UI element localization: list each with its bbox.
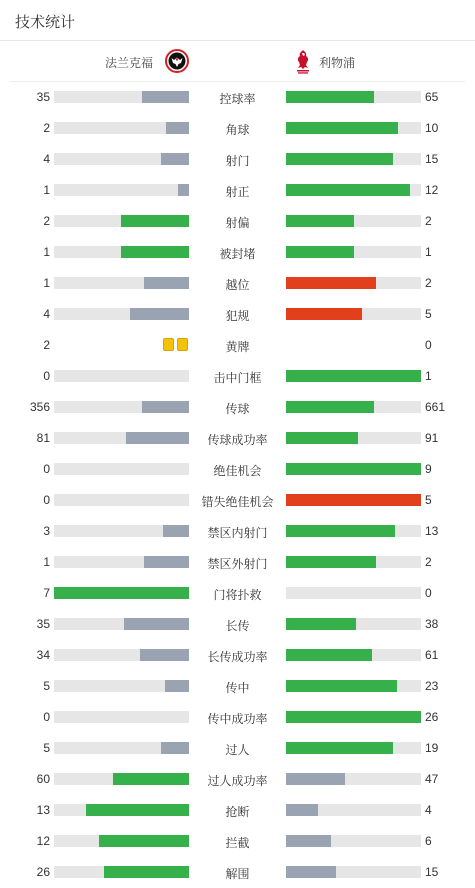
away-stat-value: 65 [425, 90, 439, 104]
home-stat-value: 34 [36, 648, 50, 662]
away-stat-bar-fill [286, 525, 395, 537]
away-stat-bar [286, 308, 421, 320]
stat-label: 长传 [225, 619, 250, 633]
stat-row [0, 857, 475, 888]
home-stat-bar-fill [161, 742, 189, 754]
away-stat-bar-fill [286, 308, 362, 320]
away-stat-bar-fill [286, 91, 374, 103]
away-stat-value: 9 [425, 462, 432, 476]
home-stat-value: 2 [43, 338, 50, 352]
home-stat-value: 35 [36, 617, 50, 631]
away-stat-bar-fill [286, 153, 393, 165]
away-stat-bar [286, 587, 421, 599]
home-stat-value: 1 [43, 183, 50, 197]
away-stat-bar [286, 835, 421, 847]
away-stat-value: 15 [425, 152, 439, 166]
home-stat-bar [54, 153, 189, 165]
home-stat-value: 13 [36, 803, 50, 817]
stat-label: 过人成功率 [207, 774, 268, 788]
away-stat-bar [286, 91, 421, 103]
away-stat-bar-fill [286, 618, 356, 630]
home-stat-value: 7 [43, 586, 50, 600]
away-stat-bar-fill [286, 370, 421, 382]
home-stat-value: 1 [43, 555, 50, 569]
stats-list [0, 82, 475, 888]
home-stat-value: 35 [36, 90, 50, 104]
away-stat-value: 4 [425, 803, 432, 817]
away-stat-bar [286, 432, 421, 444]
stat-row [0, 144, 475, 175]
home-stat-bar-fill [166, 122, 189, 134]
away-stat-bar [286, 246, 421, 258]
home-stat-value: 4 [43, 152, 50, 166]
stat-row [0, 268, 475, 299]
away-stat-value: 23 [425, 679, 439, 693]
stat-row [0, 733, 475, 764]
stat-row [0, 423, 475, 454]
home-stat-bar [54, 742, 189, 754]
home-stat-bar [54, 804, 189, 816]
away-stat-value: 1 [425, 369, 432, 383]
home-stat-bar-fill [144, 277, 189, 289]
home-stat-bar [54, 835, 189, 847]
home-stat-bar [54, 525, 189, 537]
home-stat-bar [54, 711, 189, 723]
away-stat-bar-fill [286, 742, 393, 754]
away-stat-value: 2 [425, 276, 432, 290]
home-stat-bar [54, 91, 189, 103]
stat-label: 绝佳机会 [213, 464, 262, 478]
stat-row [0, 175, 475, 206]
away-stat-value: 6 [425, 834, 432, 848]
stat-row [0, 671, 475, 702]
away-stat-value: 1 [425, 245, 432, 259]
home-stat-bar-fill [161, 153, 189, 165]
stat-row [0, 826, 475, 857]
stat-row [0, 702, 475, 733]
home-stat-bar [54, 866, 189, 878]
home-stat-value: 5 [43, 741, 50, 755]
away-stat-bar [286, 401, 421, 413]
home-stat-bar-fill [140, 649, 189, 661]
stat-label: 错失绝佳机会 [201, 495, 274, 509]
home-stat-bar [54, 587, 189, 599]
away-stat-bar-fill [286, 773, 345, 785]
stat-label: 犯规 [225, 309, 250, 323]
away-stat-value: 0 [425, 338, 432, 352]
away-stat-bar-fill [286, 711, 421, 723]
stat-row [0, 299, 475, 330]
stat-row [0, 516, 475, 547]
away-stat-bar-fill [286, 184, 410, 196]
away-stat-bar-fill [286, 246, 354, 258]
home-stat-bar [54, 556, 189, 568]
away-stat-bar-fill [286, 804, 318, 816]
away-stat-bar [286, 215, 421, 227]
home-stat-bar-fill [104, 866, 189, 878]
home-stat-value: 4 [43, 307, 50, 321]
stats-header [0, 0, 475, 41]
home-stat-value: 1 [43, 276, 50, 290]
home-stat-bar-fill [86, 804, 189, 816]
stat-row [0, 330, 475, 361]
home-stat-bar [54, 680, 189, 692]
away-stat-bar-fill [286, 835, 331, 847]
away-stat-bar [286, 680, 421, 692]
home-stat-bar [54, 370, 189, 382]
away-stat-bar [286, 742, 421, 754]
home-stat-value: 60 [36, 772, 50, 786]
stat-label: 角球 [225, 123, 250, 137]
stat-row [0, 361, 475, 392]
away-stat-value: 26 [425, 710, 439, 724]
away-stat-value: 10 [425, 121, 439, 135]
away-stat-value: 38 [425, 617, 439, 631]
stat-label: 传中 [225, 681, 250, 695]
stat-label: 黄牌 [225, 340, 250, 354]
stat-label: 禁区内射门 [207, 526, 268, 540]
home-stat-bar-fill [163, 525, 189, 537]
home-stat-bar [54, 246, 189, 258]
home-team-name[interactable]: 法兰克福 [104, 56, 153, 70]
stat-label: 传球 [225, 402, 250, 416]
home-stat-value: 2 [43, 214, 50, 228]
home-stat-bar-fill [124, 618, 189, 630]
away-stat-bar [286, 804, 421, 816]
stat-label: 击中门框 [213, 371, 262, 385]
away-stat-bar [286, 277, 421, 289]
liverpool-liverbird-icon[interactable] [294, 49, 312, 75]
yellow-card-icon [177, 338, 188, 351]
home-stat-value: 3 [43, 524, 50, 538]
home-stat-bar-fill [113, 773, 189, 785]
away-stat-bar [286, 184, 421, 196]
stat-label: 禁区外射门 [207, 557, 268, 571]
away-stat-value: 2 [425, 555, 432, 569]
away-stat-bar-fill [286, 122, 398, 134]
stat-row [0, 392, 475, 423]
away-stat-bar-fill [286, 494, 421, 506]
home-stat-bar-fill [99, 835, 189, 847]
away-stat-value: 661 [425, 400, 446, 414]
home-stat-bar [54, 122, 189, 134]
away-stat-bar [286, 370, 421, 382]
stat-label: 长传成功率 [207, 650, 268, 664]
home-stat-bar-fill [54, 587, 189, 599]
away-stat-bar [286, 618, 421, 630]
home-stat-value: 12 [36, 834, 50, 848]
home-stat-bar-fill [144, 556, 189, 568]
home-stat-value: 356 [29, 400, 50, 414]
stat-label: 传球成功率 [207, 433, 268, 447]
away-stat-bar [286, 649, 421, 661]
away-stat-bar [286, 711, 421, 723]
home-stat-bar [54, 618, 189, 630]
away-stat-bar [286, 866, 421, 878]
away-stat-bar-fill [286, 277, 376, 289]
home-stat-bar-fill [126, 432, 189, 444]
home-stat-value: 2 [43, 121, 50, 135]
page-title: 技术统计 [15, 14, 76, 31]
away-stat-value: 15 [425, 865, 439, 879]
stat-label: 拦截 [225, 836, 250, 850]
stat-label: 过人 [225, 743, 250, 757]
home-stat-bar [54, 401, 189, 413]
stat-row [0, 764, 475, 795]
stat-label: 被封堵 [219, 247, 256, 261]
stat-row [0, 795, 475, 826]
stat-label: 解围 [225, 867, 250, 881]
home-stat-bar [54, 494, 189, 506]
away-stat-value: 0 [425, 586, 432, 600]
away-stat-value: 91 [425, 431, 439, 445]
yellow-card-icon [163, 338, 174, 351]
away-stat-value: 12 [425, 183, 439, 197]
away-stat-bar [286, 463, 421, 475]
away-stat-bar-fill [286, 866, 336, 878]
stat-label: 越位 [225, 278, 250, 292]
away-stat-bar [286, 122, 421, 134]
stat-row [0, 547, 475, 578]
stat-row [0, 578, 475, 609]
home-stat-bar-fill [121, 215, 189, 227]
away-team-name[interactable]: 利物浦 [319, 56, 356, 70]
stat-label: 传中成功率 [207, 712, 268, 726]
away-stat-bar [286, 773, 421, 785]
stat-label: 门将扑救 [213, 588, 262, 602]
away-stat-bar-fill [286, 463, 421, 475]
away-stat-bar-fill [286, 215, 354, 227]
home-stat-bar [54, 308, 189, 320]
home-stat-bar-fill [142, 401, 189, 413]
teams-header [10, 41, 465, 82]
stat-row [0, 609, 475, 640]
stat-label: 射偏 [225, 216, 250, 230]
home-stat-bar [54, 184, 189, 196]
away-stat-bar-fill [286, 401, 374, 413]
away-stat-value: 2 [425, 214, 432, 228]
stat-label: 射正 [225, 185, 250, 199]
away-stat-value: 13 [425, 524, 439, 538]
away-stat-bar-fill [286, 649, 372, 661]
home-yellow-cards [163, 338, 191, 356]
stat-row [0, 485, 475, 516]
away-stat-value: 19 [425, 741, 439, 755]
away-stat-value: 47 [425, 772, 439, 786]
home-stat-bar [54, 432, 189, 444]
home-stat-value: 26 [36, 865, 50, 879]
stat-row [0, 640, 475, 671]
away-stat-bar [286, 525, 421, 537]
home-stat-value: 0 [43, 462, 50, 476]
home-stat-value: 5 [43, 679, 50, 693]
eintracht-frankfurt-eagle-icon[interactable] [165, 49, 189, 73]
stat-row [0, 237, 475, 268]
home-stat-bar-fill [142, 91, 189, 103]
home-stat-bar [54, 649, 189, 661]
home-stat-value: 0 [43, 493, 50, 507]
stat-label: 射门 [225, 154, 250, 168]
home-stat-value: 81 [36, 431, 50, 445]
home-stat-bar [54, 277, 189, 289]
away-stat-bar-fill [286, 680, 397, 692]
away-stat-bar-fill [286, 432, 358, 444]
home-stat-bar-fill [178, 184, 189, 196]
away-stat-bar [286, 153, 421, 165]
home-stat-bar [54, 773, 189, 785]
away-stat-value: 61 [425, 648, 439, 662]
stat-row [0, 454, 475, 485]
home-stat-bar [54, 215, 189, 227]
home-stat-bar-fill [165, 680, 189, 692]
stat-label: 抢断 [225, 805, 250, 819]
home-stat-value: 0 [43, 369, 50, 383]
away-stat-value: 5 [425, 493, 432, 507]
stat-label: 控球率 [219, 92, 256, 106]
away-stat-value: 5 [425, 307, 432, 321]
home-stat-value: 1 [43, 245, 50, 259]
away-stat-bar [286, 494, 421, 506]
home-stat-bar [54, 463, 189, 475]
home-stat-bar-fill [121, 246, 189, 258]
stat-row [0, 113, 475, 144]
stat-row [0, 82, 475, 113]
away-stat-bar-fill [286, 556, 376, 568]
away-stat-bar [286, 556, 421, 568]
home-stat-bar-fill [130, 308, 189, 320]
home-stat-value: 0 [43, 710, 50, 724]
stat-row [0, 206, 475, 237]
